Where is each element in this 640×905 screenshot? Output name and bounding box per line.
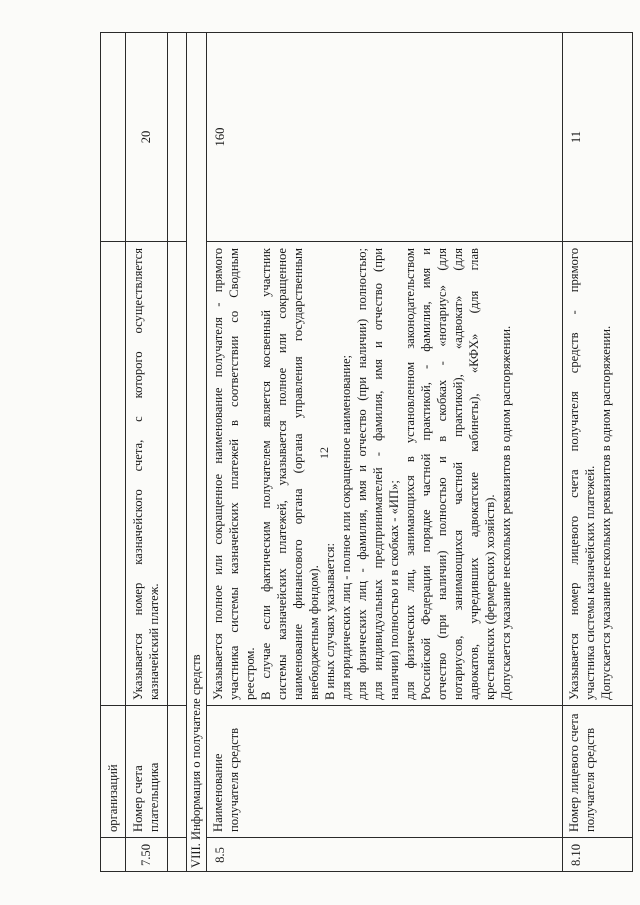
description-line: нотариусов, занимающихся частной практикой), «адвокат» (для [451, 248, 465, 700]
table-border-left [100, 871, 633, 872]
row-8-10-length: 11 [569, 130, 583, 144]
description-line: участника системы казначейских платежей. [583, 465, 597, 700]
column-divider [100, 705, 186, 706]
row-8-5-description [210, 248, 514, 700]
row-7-50-number: 7.50 [139, 843, 153, 867]
row-7-50-description [130, 248, 162, 700]
description-line: для физических лиц - фамилия, имя и отчество (при наличии) полностью; [355, 248, 369, 700]
row-7-50-length: 20 [139, 130, 153, 144]
description-line: Указывается полное или сокращенное наименование получателя - прямого [211, 248, 225, 700]
row-8-10-description [566, 248, 614, 700]
row-8-10-name-line: получателя средств [583, 727, 597, 832]
row-8-5-name-line: получателя средств [227, 727, 241, 832]
column-divider [206, 705, 633, 706]
row-8-5-name-line: Наименование [211, 753, 225, 832]
prev-row-name: организаций [106, 764, 120, 832]
description-line: крестьянских (фермерских) хозяйств). [483, 494, 497, 700]
row-divider [562, 32, 563, 872]
description-line: наименование финансового органа (органа управления государственным [291, 248, 305, 700]
row-divider [206, 32, 207, 872]
description-line: В иных случаях указывается: [323, 542, 337, 700]
description-line: отчество (при наличии) полностью и в скобках - «нотариус» (для [435, 248, 449, 700]
row-7-50-name-line: Номер счета [131, 765, 145, 832]
table-border-bottom [632, 32, 633, 872]
description-line: Указывается номер казначейского счета, с которого осуществляется [131, 248, 145, 700]
row-8-10-name-line: Номер лицевого счета [567, 713, 581, 832]
row-8-10-number: 8.10 [569, 843, 583, 867]
section-8-title: VIII. Информация о получателе средств [189, 654, 203, 868]
description-line: В случае если фактическим получателем является косвенный участник [259, 248, 273, 700]
row-8-5-length: 160 [213, 127, 227, 147]
description-line: для индивидуальных предпринимателей - фамилия, имя и отчество (при [371, 248, 385, 700]
description-line: наличии) полностью и в скобках - «ИП»; [387, 480, 401, 700]
description-line: Российской Федерации порядке частной практикой, - фамилия, имя и [419, 248, 433, 700]
row-8-5-number: 8.5 [213, 847, 227, 863]
row-7-50-name-line: плательщика [147, 762, 161, 832]
description-line: участника системы казначейских платежей в соответствии со Сводным [227, 248, 241, 700]
row-divider [186, 32, 187, 872]
description-line: Указывается номер лицевого счета получателя средств - прямого [567, 248, 581, 700]
description-line: для юридических лиц - полное или сокращенное наименование; [339, 354, 353, 700]
table-border-top [100, 32, 101, 872]
row-divider [125, 32, 126, 872]
description-line: системы казначейских платежей, указывается полное или сокращенное [275, 248, 289, 700]
description-line: внебюджетным фондом). [307, 565, 321, 700]
page-number: 12 [317, 447, 331, 459]
table-border-right [100, 32, 633, 33]
description-line: казначейский платеж. [147, 583, 161, 700]
description-line: адвокатов, учредивших адвокатские кабинеты), «КФХ» (для глав [467, 248, 481, 700]
row-divider [167, 32, 168, 872]
description-line: Допускается указание нескольких реквизитов в одном распоряжении. [499, 325, 513, 700]
description-line: для физических лиц, занимающихся в установленном законодательством [403, 248, 417, 700]
description-line: реестром. [243, 647, 257, 700]
requisites-table [100, 32, 633, 872]
description-line: Допускается указание нескольких реквизитов в одном распоряжении. [599, 325, 613, 700]
